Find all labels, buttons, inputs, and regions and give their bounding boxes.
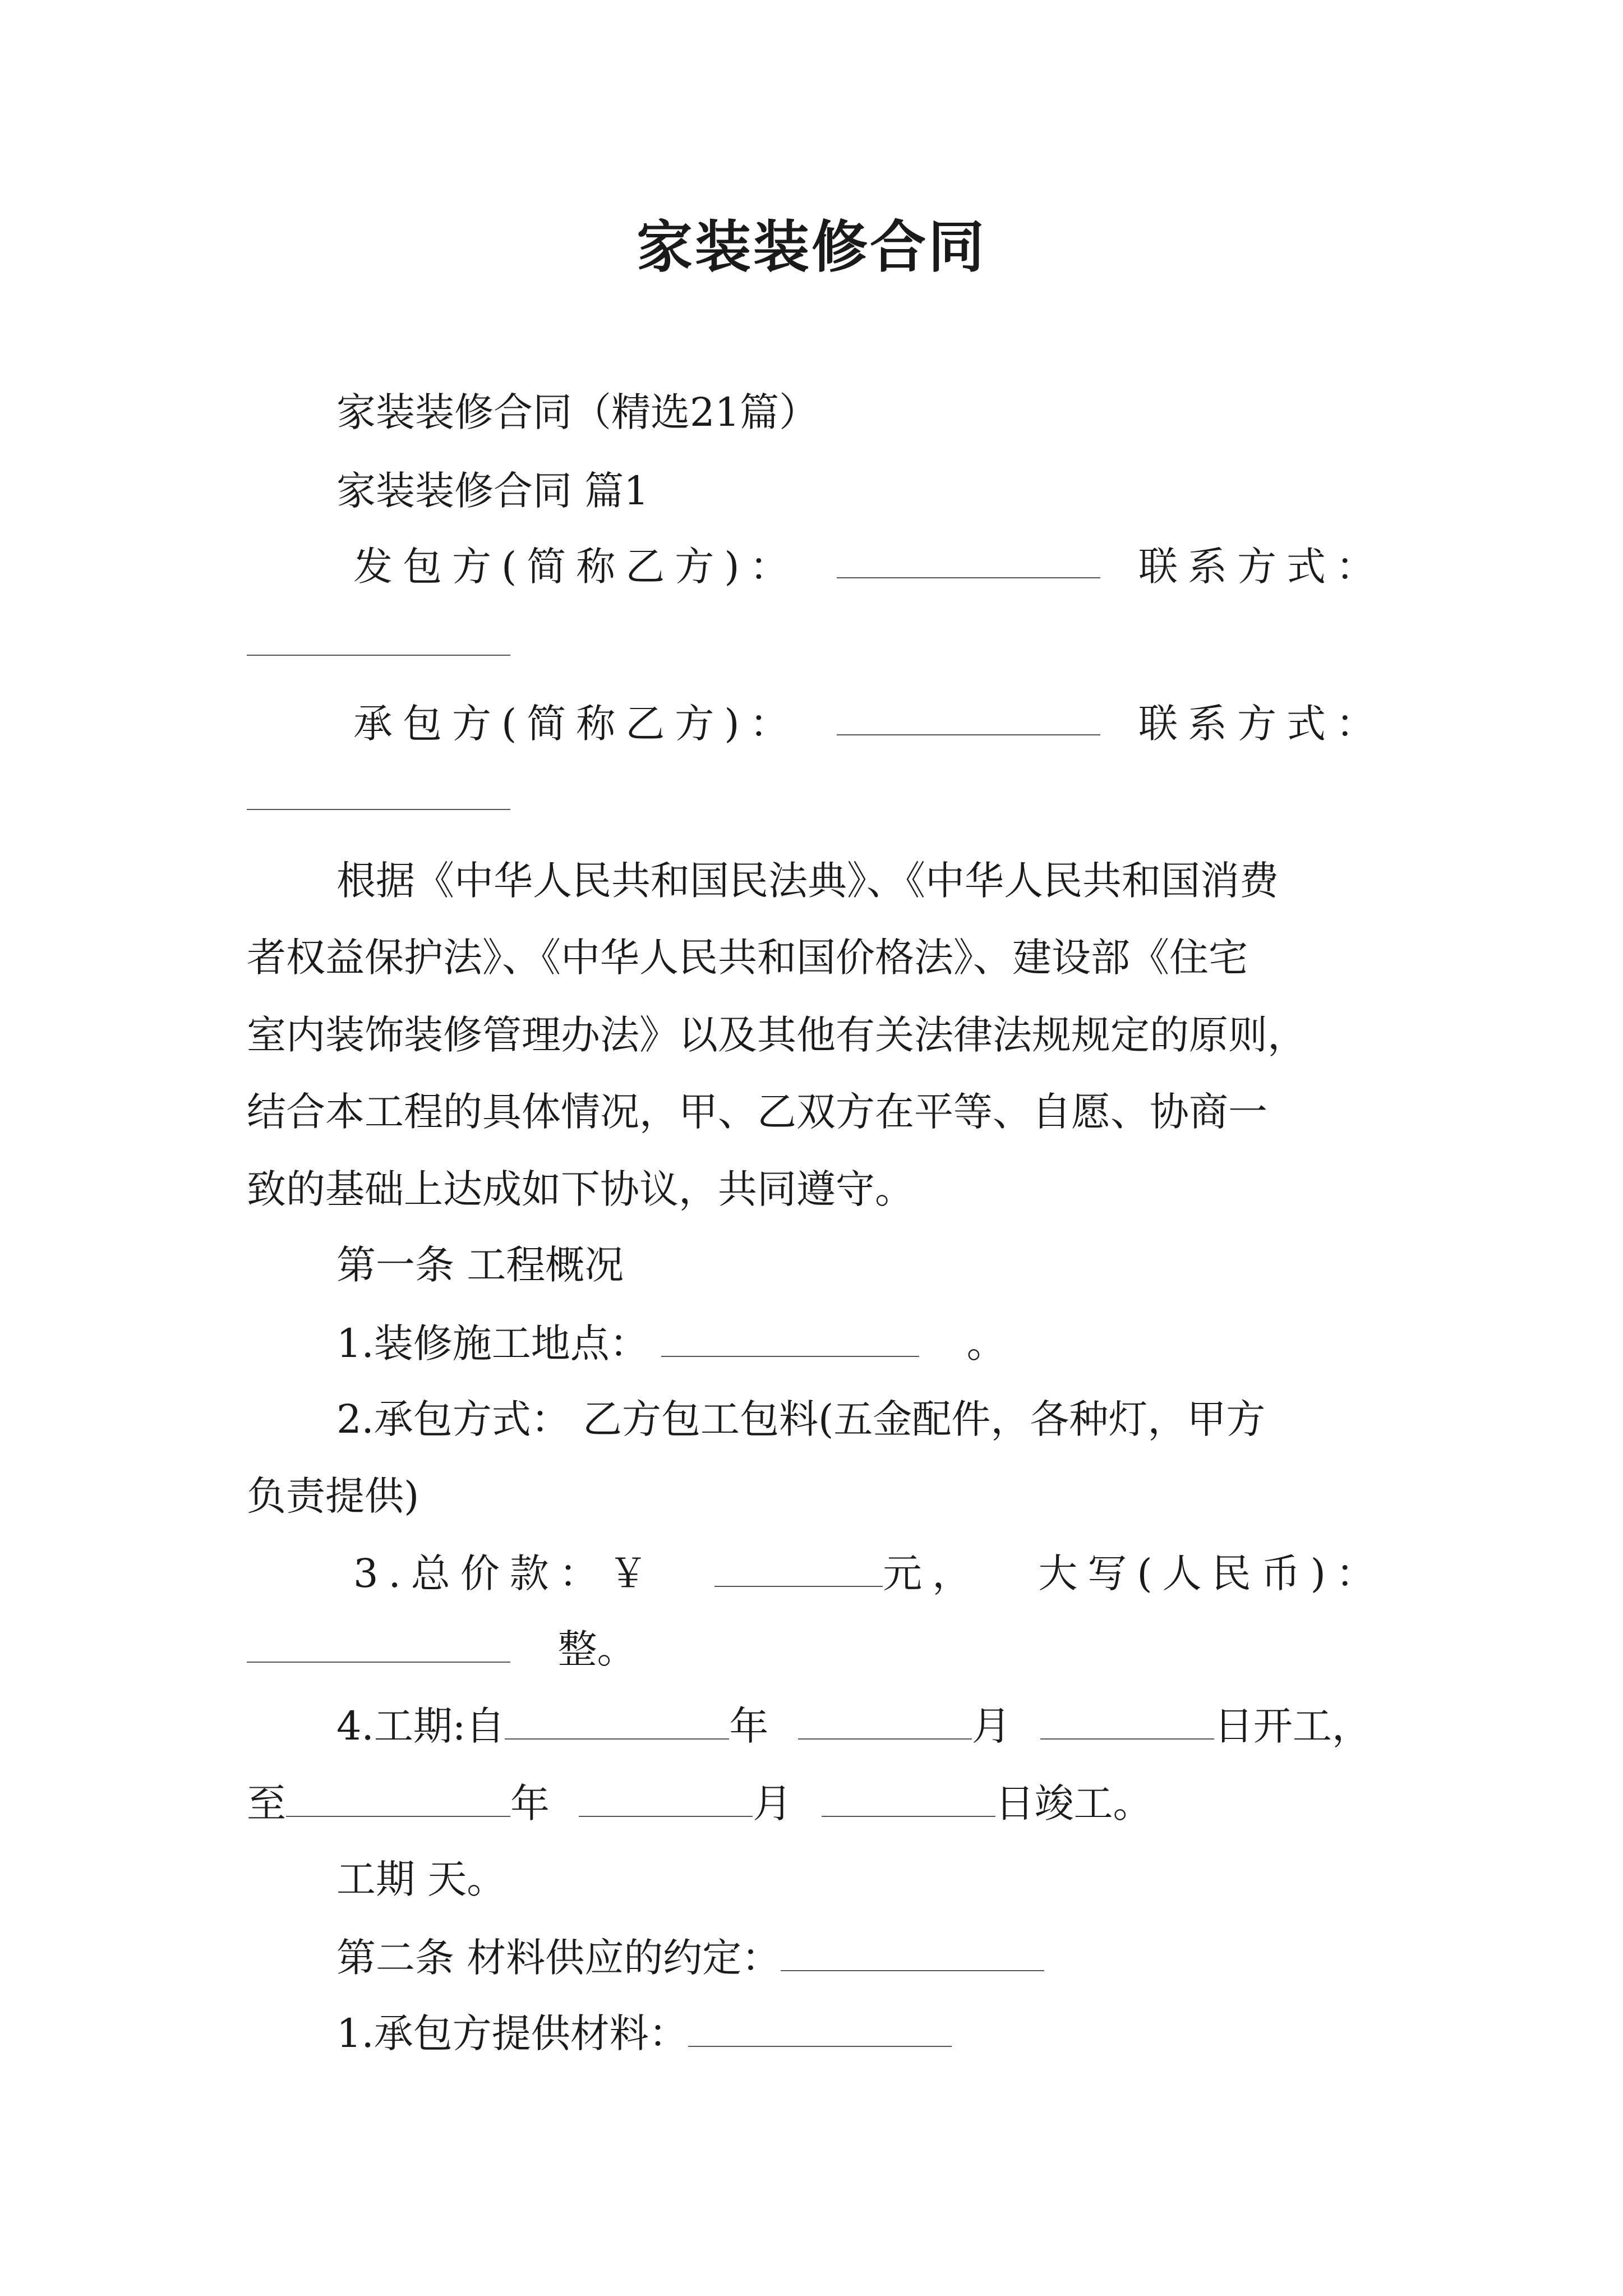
item1-end: 。 (966, 1320, 1006, 1366)
section2-heading-line (336, 1932, 1385, 1983)
section1-heading: 第一条 工程概况 (336, 1242, 624, 1288)
party-b-name-blank (837, 698, 1100, 735)
end-day-blank (822, 1780, 995, 1817)
party-a-line (336, 541, 1385, 592)
party-a-name-blank (837, 541, 1100, 578)
start-day-blank (1040, 1703, 1214, 1740)
start-month-blank (798, 1703, 972, 1740)
party-b-line (336, 698, 1385, 749)
start-label: 日开工， (1214, 1703, 1371, 1749)
preamble-line: 致的基础上达成如下协议，共同遵守。 (247, 1166, 914, 1212)
party-b-contact-blank (247, 773, 510, 810)
party-b-contact-label: 联系方式： (1138, 701, 1385, 747)
location-blank (661, 1320, 919, 1357)
duration-line: 工期 天。 (336, 1856, 506, 1902)
preamble-line: 者权益保护法》、《中华人民共和国价格法》、建设部《住宅 (247, 935, 1248, 981)
item3-end: 整。 (557, 1626, 637, 1672)
subtitle: 家装装修合同（精选21篇） (336, 389, 819, 435)
end-month-blank (579, 1780, 753, 1817)
section1-item4-line2 (247, 1778, 1385, 1829)
party-a-contact-line (247, 617, 1385, 668)
materials-agreement-blank (781, 1934, 1044, 1971)
end-year-blank (286, 1780, 510, 1817)
section1-item4 (336, 1701, 1385, 1751)
item4-label: 4.工期:自 (336, 1703, 505, 1749)
month-label: 月 (971, 1703, 1011, 1749)
month-label: 月 (753, 1780, 792, 1826)
item3-yuan: 元， (883, 1550, 982, 1596)
preamble-line: 结合本工程的具体情况，甲、乙双方在平等、自愿、协商一 (247, 1089, 1267, 1135)
item3-daxie: 大写(人民币)： (1038, 1550, 1385, 1596)
year-label: 年 (510, 1780, 550, 1826)
contractor-materials-blank (688, 2010, 952, 2047)
party-b-label: 承包方(简称乙方)： (353, 701, 799, 747)
section2-item1-label: 1.承包方提供材料： (336, 2010, 688, 2056)
year-label: 年 (729, 1703, 769, 1749)
party-a-contact-label: 联系方式： (1138, 544, 1385, 590)
section1-item2-line1: 2.承包方式： 乙方包工包料(五金配件，各种灯，甲方 (336, 1396, 1266, 1442)
article-heading: 家装装修合同 篇1 (336, 468, 649, 514)
start-year-blank (505, 1703, 729, 1740)
party-b-contact-line (247, 771, 1385, 822)
item3-label: 3.总价款：￥ (353, 1550, 658, 1596)
to-label: 至 (247, 1780, 286, 1826)
item1-label: 1.装修施工地点： (336, 1320, 649, 1366)
price-daxie-blank (247, 1626, 510, 1663)
section1-item3 (336, 1548, 1385, 1599)
section1-item2-line2: 负责提供) (247, 1473, 419, 1519)
section1-item3-line2 (247, 1624, 1385, 1674)
preamble-line: 根据《中华人民共和国民法典》、《中华人民共和国消费 (336, 858, 1279, 904)
section2-item1 (336, 2008, 1385, 2059)
party-a-label: 发包方(简称乙方)： (353, 544, 799, 590)
party-a-contact-blank (247, 619, 510, 656)
preamble-line: 室内装饰装修管理办法》以及其他有关法律法规规定的原则， (247, 1012, 1307, 1058)
section2-heading: 第二条 材料供应的约定： (336, 1935, 781, 1981)
document-title: 家装装修合同 (637, 214, 986, 280)
end-label: 日竣工。 (995, 1780, 1152, 1826)
section1-item1 (336, 1318, 1385, 1369)
price-blank (714, 1550, 883, 1587)
